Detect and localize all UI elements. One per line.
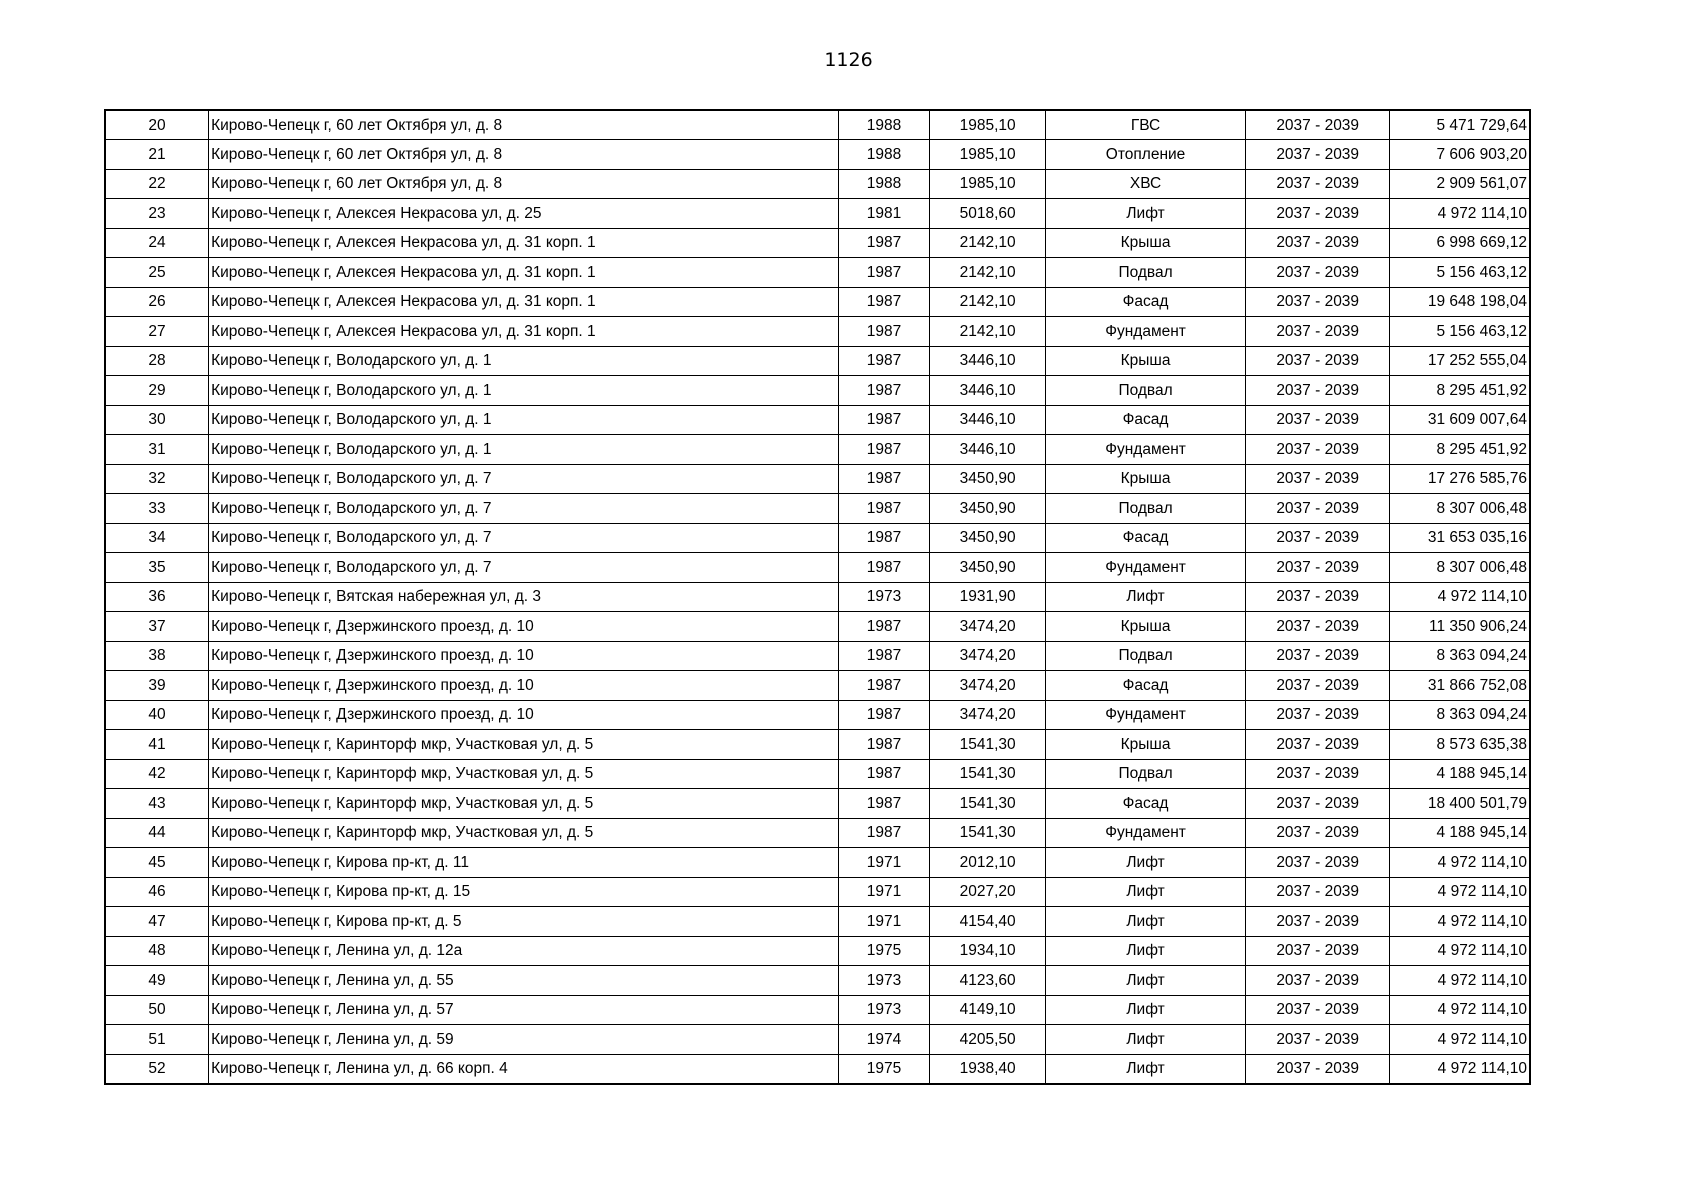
address-cell: Кирово-Чепецк г, Каринторф мкр, Участковая ул, д. 5 (209, 759, 839, 789)
period-cell: 2037 - 2039 (1246, 346, 1390, 376)
build-year-cell: 1988 (838, 169, 929, 199)
work-type-cell: Фундамент (1046, 435, 1246, 465)
cost-cell: 8 307 006,48 (1390, 553, 1530, 583)
cost-cell: 4 972 114,10 (1390, 1054, 1530, 1084)
build-year-cell: 1987 (838, 671, 929, 701)
row-number-cell: 36 (105, 582, 209, 612)
table-row (105, 405, 1530, 435)
build-year-cell: 1987 (838, 287, 929, 317)
period-cell: 2037 - 2039 (1246, 936, 1390, 966)
cost-cell: 4 972 114,10 (1390, 995, 1530, 1025)
row-number-cell: 27 (105, 317, 209, 347)
build-year-cell: 1987 (838, 317, 929, 347)
table-row (105, 582, 1530, 612)
area-cell: 1985,10 (930, 169, 1046, 199)
build-year-cell: 1981 (838, 199, 929, 229)
cost-cell: 5 471 729,64 (1390, 110, 1530, 140)
work-type-cell: Подвал (1046, 258, 1246, 288)
period-cell: 2037 - 2039 (1246, 228, 1390, 258)
row-number-cell: 20 (105, 110, 209, 140)
work-type-cell: Крыша (1046, 612, 1246, 642)
period-cell: 2037 - 2039 (1246, 553, 1390, 583)
area-cell: 3474,20 (930, 671, 1046, 701)
build-year-cell: 1987 (838, 464, 929, 494)
row-number-cell: 40 (105, 700, 209, 730)
period-cell: 2037 - 2039 (1246, 1054, 1390, 1084)
area-cell: 4123,60 (930, 966, 1046, 996)
build-year-cell: 1987 (838, 494, 929, 524)
work-type-cell: Подвал (1046, 641, 1246, 671)
work-type-cell: Лифт (1046, 907, 1246, 937)
build-year-cell: 1988 (838, 110, 929, 140)
table-row (105, 110, 1530, 140)
table-row (105, 317, 1530, 347)
table-row (105, 553, 1530, 583)
build-year-cell: 1987 (838, 523, 929, 553)
row-number-cell: 43 (105, 789, 209, 819)
row-number-cell: 52 (105, 1054, 209, 1084)
table-row (105, 376, 1530, 406)
row-number-cell: 51 (105, 1025, 209, 1055)
area-cell: 2142,10 (930, 258, 1046, 288)
period-cell: 2037 - 2039 (1246, 523, 1390, 553)
cost-cell: 31 609 007,64 (1390, 405, 1530, 435)
table-row (105, 818, 1530, 848)
build-year-cell: 1987 (838, 376, 929, 406)
cost-cell: 8 307 006,48 (1390, 494, 1530, 524)
cost-cell: 4 972 114,10 (1390, 877, 1530, 907)
period-cell: 2037 - 2039 (1246, 700, 1390, 730)
table-row (105, 199, 1530, 229)
table-body (105, 110, 1530, 1084)
period-cell: 2037 - 2039 (1246, 376, 1390, 406)
address-cell: Кирово-Чепецк г, Вятская набережная ул, д. 3 (209, 582, 839, 612)
work-type-cell: ГВС (1046, 110, 1246, 140)
area-cell: 1938,40 (930, 1054, 1046, 1084)
table-row (105, 789, 1530, 819)
build-year-cell: 1987 (838, 435, 929, 465)
table-row (105, 169, 1530, 199)
address-cell: Кирово-Чепецк г, Каринторф мкр, Участковая ул, д. 5 (209, 818, 839, 848)
area-cell: 3446,10 (930, 405, 1046, 435)
build-year-cell: 1971 (838, 848, 929, 878)
table-row (105, 1025, 1530, 1055)
build-year-cell: 1971 (838, 907, 929, 937)
row-number-cell: 31 (105, 435, 209, 465)
cost-cell: 5 156 463,12 (1390, 258, 1530, 288)
cost-cell: 4 972 114,10 (1390, 582, 1530, 612)
address-cell: Кирово-Чепецк г, Ленина ул, д. 59 (209, 1025, 839, 1055)
address-cell: Кирово-Чепецк г, Володарского ул, д. 1 (209, 405, 839, 435)
table-row (105, 700, 1530, 730)
build-year-cell: 1987 (838, 759, 929, 789)
row-number-cell: 28 (105, 346, 209, 376)
area-cell: 1934,10 (930, 936, 1046, 966)
work-type-cell: Лифт (1046, 1054, 1246, 1084)
table-row (105, 612, 1530, 642)
cost-cell: 4 188 945,14 (1390, 759, 1530, 789)
work-type-cell: Лифт (1046, 877, 1246, 907)
table-row (105, 287, 1530, 317)
area-cell: 3450,90 (930, 494, 1046, 524)
area-cell: 5018,60 (930, 199, 1046, 229)
row-number-cell: 38 (105, 641, 209, 671)
area-cell: 1931,90 (930, 582, 1046, 612)
row-number-cell: 37 (105, 612, 209, 642)
period-cell: 2037 - 2039 (1246, 966, 1390, 996)
work-type-cell: Лифт (1046, 582, 1246, 612)
address-cell: Кирово-Чепецк г, Алексея Некрасова ул, д. 31 корп. 1 (209, 317, 839, 347)
row-number-cell: 45 (105, 848, 209, 878)
table-row (105, 671, 1530, 701)
table-row (105, 494, 1530, 524)
table-row (105, 228, 1530, 258)
build-year-cell: 1987 (838, 730, 929, 760)
area-cell: 1541,30 (930, 818, 1046, 848)
work-type-cell: Фасад (1046, 287, 1246, 317)
period-cell: 2037 - 2039 (1246, 818, 1390, 848)
address-cell: Кирово-Чепецк г, Кирова пр-кт, д. 11 (209, 848, 839, 878)
period-cell: 2037 - 2039 (1246, 877, 1390, 907)
cost-cell: 18 400 501,79 (1390, 789, 1530, 819)
row-number-cell: 42 (105, 759, 209, 789)
cost-cell: 8 363 094,24 (1390, 641, 1530, 671)
table-row (105, 1054, 1530, 1084)
table-row (105, 995, 1530, 1025)
work-type-cell: Подвал (1046, 376, 1246, 406)
cost-cell: 8 295 451,92 (1390, 435, 1530, 465)
area-cell: 2027,20 (930, 877, 1046, 907)
area-cell: 4205,50 (930, 1025, 1046, 1055)
work-type-cell: Фасад (1046, 671, 1246, 701)
area-cell: 4149,10 (930, 995, 1046, 1025)
address-cell: Кирово-Чепецк г, 60 лет Октября ул, д. 8 (209, 110, 839, 140)
build-year-cell: 1973 (838, 995, 929, 1025)
address-cell: Кирово-Чепецк г, Кирова пр-кт, д. 15 (209, 877, 839, 907)
period-cell: 2037 - 2039 (1246, 759, 1390, 789)
build-year-cell: 1973 (838, 582, 929, 612)
address-cell: Кирово-Чепецк г, Каринторф мкр, Участковая ул, д. 5 (209, 730, 839, 760)
cost-cell: 4 972 114,10 (1390, 936, 1530, 966)
work-type-cell: Лифт (1046, 995, 1246, 1025)
period-cell: 2037 - 2039 (1246, 494, 1390, 524)
work-type-cell: Лифт (1046, 966, 1246, 996)
period-cell: 2037 - 2039 (1246, 789, 1390, 819)
build-year-cell: 1975 (838, 936, 929, 966)
period-cell: 2037 - 2039 (1246, 612, 1390, 642)
address-cell: Кирово-Чепецк г, Володарского ул, д. 7 (209, 464, 839, 494)
table-row (105, 759, 1530, 789)
period-cell: 2037 - 2039 (1246, 848, 1390, 878)
area-cell: 2012,10 (930, 848, 1046, 878)
area-cell: 2142,10 (930, 228, 1046, 258)
area-cell: 3474,20 (930, 612, 1046, 642)
address-cell: Кирово-Чепецк г, 60 лет Октября ул, д. 8 (209, 140, 839, 170)
work-type-cell: Крыша (1046, 464, 1246, 494)
work-type-cell: Фундамент (1046, 317, 1246, 347)
row-number-cell: 32 (105, 464, 209, 494)
cost-cell: 11 350 906,24 (1390, 612, 1530, 642)
build-year-cell: 1987 (838, 258, 929, 288)
cost-cell: 4 188 945,14 (1390, 818, 1530, 848)
build-year-cell: 1987 (838, 641, 929, 671)
address-cell: Кирово-Чепецк г, Ленина ул, д. 55 (209, 966, 839, 996)
build-year-cell: 1988 (838, 140, 929, 170)
work-type-cell: Крыша (1046, 730, 1246, 760)
cost-cell: 31 653 035,16 (1390, 523, 1530, 553)
address-cell: Кирово-Чепецк г, Володарского ул, д. 1 (209, 376, 839, 406)
area-cell: 3450,90 (930, 464, 1046, 494)
cost-cell: 4 972 114,10 (1390, 1025, 1530, 1055)
cost-cell: 8 295 451,92 (1390, 376, 1530, 406)
address-cell: Кирово-Чепецк г, Кирова пр-кт, д. 5 (209, 907, 839, 937)
table-row (105, 848, 1530, 878)
row-number-cell: 41 (105, 730, 209, 760)
build-year-cell: 1974 (838, 1025, 929, 1055)
build-year-cell: 1987 (838, 789, 929, 819)
page-number: 1126 (824, 49, 873, 71)
build-year-cell: 1987 (838, 346, 929, 376)
row-number-cell: 47 (105, 907, 209, 937)
address-cell: Кирово-Чепецк г, Володарского ул, д. 1 (209, 435, 839, 465)
work-type-cell: Фундамент (1046, 553, 1246, 583)
cost-cell: 7 606 903,20 (1390, 140, 1530, 170)
period-cell: 2037 - 2039 (1246, 1025, 1390, 1055)
cost-cell: 4 972 114,10 (1390, 966, 1530, 996)
build-year-cell: 1987 (838, 405, 929, 435)
table-row (105, 730, 1530, 760)
area-cell: 1541,30 (930, 759, 1046, 789)
area-cell: 3474,20 (930, 641, 1046, 671)
address-cell: Кирово-Чепецк г, Дзержинского проезд, д. 10 (209, 700, 839, 730)
period-cell: 2037 - 2039 (1246, 287, 1390, 317)
table-row (105, 258, 1530, 288)
work-type-cell: Фундамент (1046, 818, 1246, 848)
row-number-cell: 39 (105, 671, 209, 701)
table-row (105, 435, 1530, 465)
period-cell: 2037 - 2039 (1246, 140, 1390, 170)
build-year-cell: 1987 (838, 553, 929, 583)
cost-cell: 19 648 198,04 (1390, 287, 1530, 317)
area-cell: 3450,90 (930, 523, 1046, 553)
row-number-cell: 21 (105, 140, 209, 170)
address-cell: Кирово-Чепецк г, Ленина ул, д. 66 корп. 4 (209, 1054, 839, 1084)
cost-cell: 6 998 669,12 (1390, 228, 1530, 258)
work-type-cell: Крыша (1046, 228, 1246, 258)
area-cell: 1541,30 (930, 730, 1046, 760)
period-cell: 2037 - 2039 (1246, 671, 1390, 701)
row-number-cell: 48 (105, 936, 209, 966)
address-cell: Кирово-Чепецк г, 60 лет Октября ул, д. 8 (209, 169, 839, 199)
row-number-cell: 25 (105, 258, 209, 288)
cost-cell: 4 972 114,10 (1390, 848, 1530, 878)
work-type-cell: Фундамент (1046, 700, 1246, 730)
area-cell: 3446,10 (930, 376, 1046, 406)
table-row (105, 936, 1530, 966)
work-type-cell: Лифт (1046, 1025, 1246, 1055)
work-type-cell: Лифт (1046, 848, 1246, 878)
cost-cell: 8 573 635,38 (1390, 730, 1530, 760)
address-cell: Кирово-Чепецк г, Володарского ул, д. 7 (209, 523, 839, 553)
area-cell: 3446,10 (930, 346, 1046, 376)
row-number-cell: 22 (105, 169, 209, 199)
work-type-cell: Фасад (1046, 405, 1246, 435)
table-row (105, 966, 1530, 996)
address-cell: Кирово-Чепецк г, Володарского ул, д. 7 (209, 553, 839, 583)
period-cell: 2037 - 2039 (1246, 258, 1390, 288)
cost-cell: 4 972 114,10 (1390, 199, 1530, 229)
period-cell: 2037 - 2039 (1246, 110, 1390, 140)
period-cell: 2037 - 2039 (1246, 582, 1390, 612)
cost-cell: 17 252 555,04 (1390, 346, 1530, 376)
row-number-cell: 33 (105, 494, 209, 524)
row-number-cell: 26 (105, 287, 209, 317)
area-cell: 1541,30 (930, 789, 1046, 819)
build-year-cell: 1975 (838, 1054, 929, 1084)
row-number-cell: 50 (105, 995, 209, 1025)
period-cell: 2037 - 2039 (1246, 405, 1390, 435)
build-year-cell: 1987 (838, 818, 929, 848)
work-type-cell: Отопление (1046, 140, 1246, 170)
work-type-cell: Фасад (1046, 789, 1246, 819)
period-cell: 2037 - 2039 (1246, 641, 1390, 671)
row-number-cell: 46 (105, 877, 209, 907)
table-row (105, 346, 1530, 376)
period-cell: 2037 - 2039 (1246, 730, 1390, 760)
address-cell: Кирово-Чепецк г, Алексея Некрасова ул, д. 31 корп. 1 (209, 228, 839, 258)
period-cell: 2037 - 2039 (1246, 995, 1390, 1025)
cost-cell: 4 972 114,10 (1390, 907, 1530, 937)
address-cell: Кирово-Чепецк г, Каринторф мкр, Участковая ул, д. 5 (209, 789, 839, 819)
build-year-cell: 1973 (838, 966, 929, 996)
cost-cell: 5 156 463,12 (1390, 317, 1530, 347)
table-row (105, 641, 1530, 671)
period-cell: 2037 - 2039 (1246, 435, 1390, 465)
address-cell: Кирово-Чепецк г, Дзержинского проезд, д. 10 (209, 612, 839, 642)
area-cell: 4154,40 (930, 907, 1046, 937)
address-cell: Кирово-Чепецк г, Дзержинского проезд, д. 10 (209, 671, 839, 701)
area-cell: 3474,20 (930, 700, 1046, 730)
table-row (105, 140, 1530, 170)
address-cell: Кирово-Чепецк г, Алексея Некрасова ул, д. 31 корп. 1 (209, 287, 839, 317)
period-cell: 2037 - 2039 (1246, 199, 1390, 229)
address-cell: Кирово-Чепецк г, Дзержинского проезд, д. 10 (209, 641, 839, 671)
row-number-cell: 30 (105, 405, 209, 435)
work-type-cell: Фасад (1046, 523, 1246, 553)
work-type-cell: Лифт (1046, 199, 1246, 229)
address-cell: Кирово-Чепецк г, Алексея Некрасова ул, д. 25 (209, 199, 839, 229)
address-cell: Кирово-Чепецк г, Володарского ул, д. 7 (209, 494, 839, 524)
work-type-cell: ХВС (1046, 169, 1246, 199)
table-row (105, 523, 1530, 553)
row-number-cell: 23 (105, 199, 209, 229)
area-cell: 3446,10 (930, 435, 1046, 465)
cost-cell: 2 909 561,07 (1390, 169, 1530, 199)
address-cell: Кирово-Чепецк г, Ленина ул, д. 12а (209, 936, 839, 966)
address-cell: Кирово-Чепецк г, Ленина ул, д. 57 (209, 995, 839, 1025)
repair-schedule-table (104, 109, 1531, 1085)
row-number-cell: 29 (105, 376, 209, 406)
build-year-cell: 1971 (838, 877, 929, 907)
area-cell: 2142,10 (930, 287, 1046, 317)
table-row (105, 877, 1530, 907)
build-year-cell: 1987 (838, 612, 929, 642)
period-cell: 2037 - 2039 (1246, 907, 1390, 937)
period-cell: 2037 - 2039 (1246, 317, 1390, 347)
period-cell: 2037 - 2039 (1246, 169, 1390, 199)
work-type-cell: Подвал (1046, 759, 1246, 789)
row-number-cell: 35 (105, 553, 209, 583)
work-type-cell: Подвал (1046, 494, 1246, 524)
area-cell: 3450,90 (930, 553, 1046, 583)
address-cell: Кирово-Чепецк г, Алексея Некрасова ул, д. 31 корп. 1 (209, 258, 839, 288)
cost-cell: 17 276 585,76 (1390, 464, 1530, 494)
cost-cell: 8 363 094,24 (1390, 700, 1530, 730)
work-type-cell: Лифт (1046, 936, 1246, 966)
row-number-cell: 24 (105, 228, 209, 258)
row-number-cell: 44 (105, 818, 209, 848)
row-number-cell: 49 (105, 966, 209, 996)
work-type-cell: Крыша (1046, 346, 1246, 376)
area-cell: 1985,10 (930, 140, 1046, 170)
build-year-cell: 1987 (838, 700, 929, 730)
table-row (105, 464, 1530, 494)
table-row (105, 907, 1530, 937)
area-cell: 2142,10 (930, 317, 1046, 347)
build-year-cell: 1987 (838, 228, 929, 258)
row-number-cell: 34 (105, 523, 209, 553)
area-cell: 1985,10 (930, 110, 1046, 140)
address-cell: Кирово-Чепецк г, Володарского ул, д. 1 (209, 346, 839, 376)
cost-cell: 31 866 752,08 (1390, 671, 1530, 701)
period-cell: 2037 - 2039 (1246, 464, 1390, 494)
